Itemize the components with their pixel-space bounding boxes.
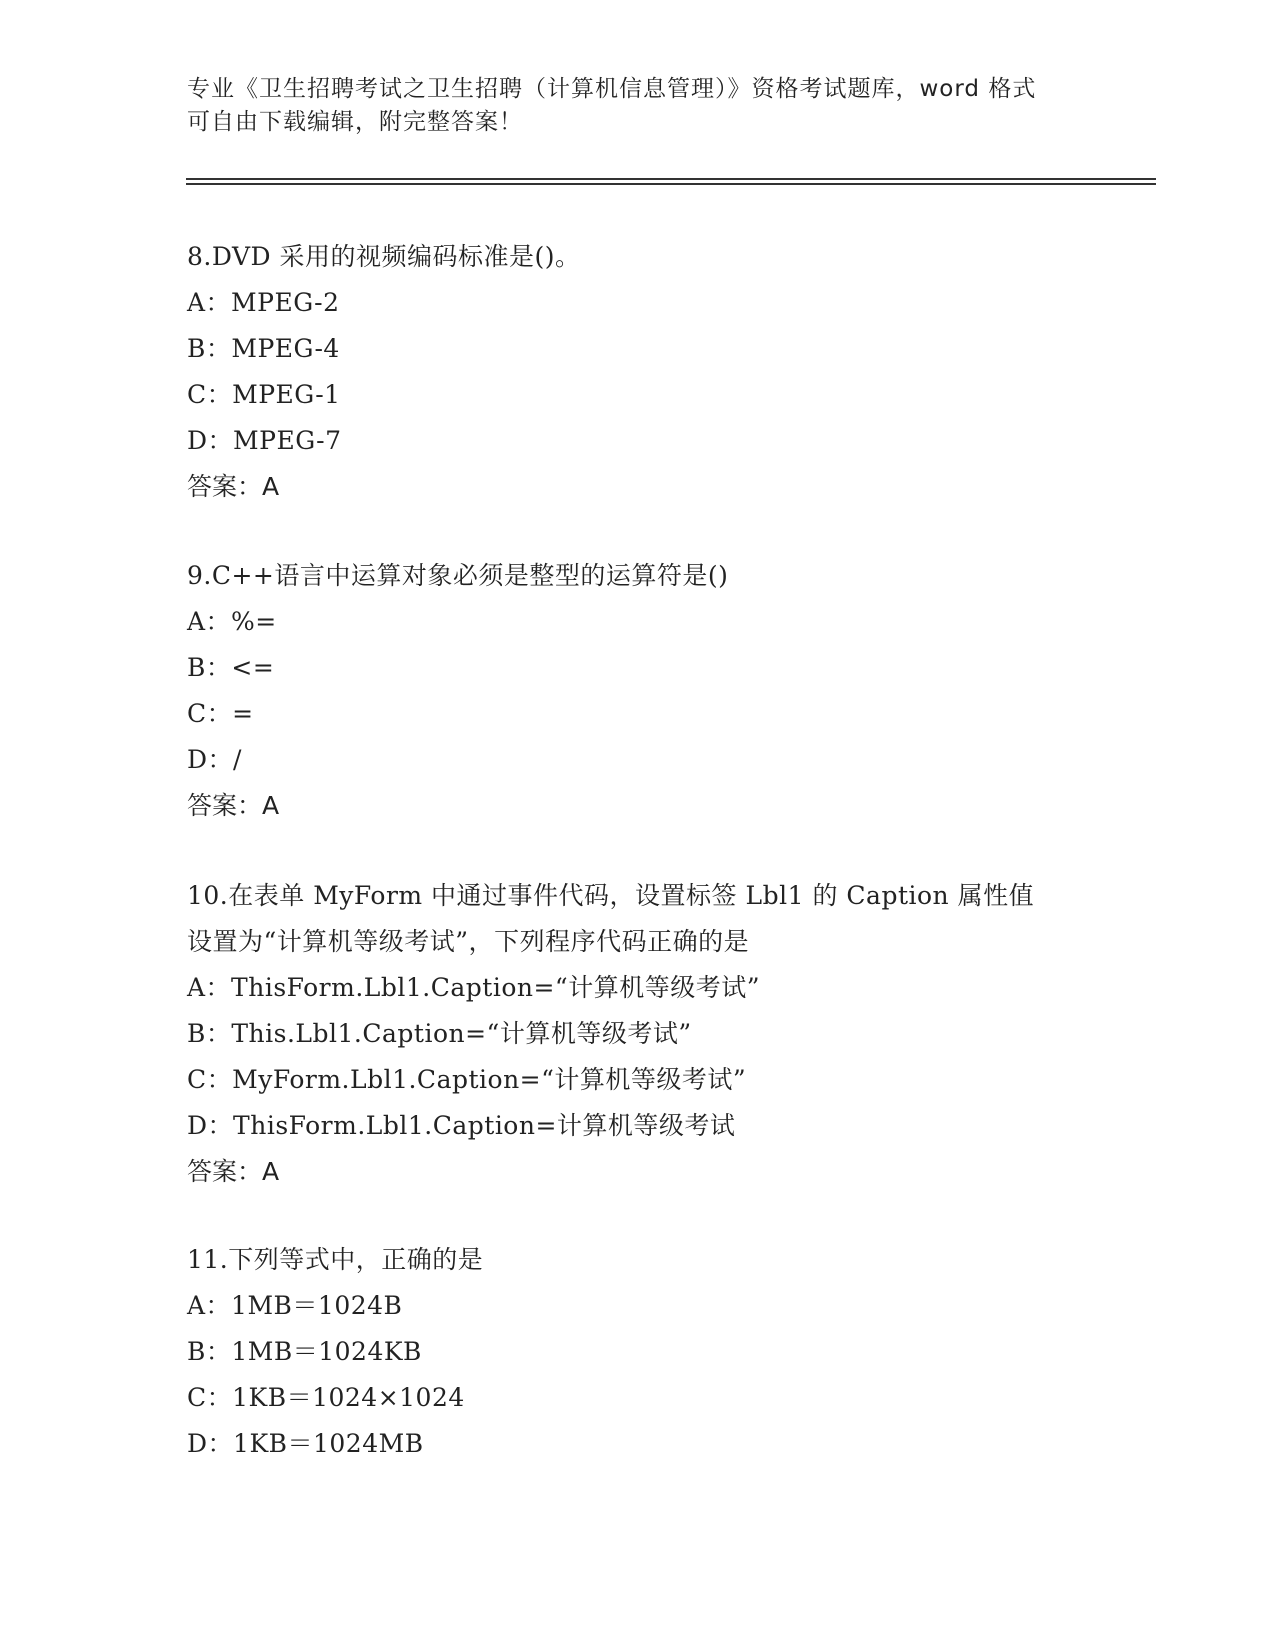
question-stem: 8.DVD 采用的视频编码标准是()。	[187, 242, 581, 271]
option-b: B：1MB＝1024KB	[187, 1337, 422, 1366]
option-b: B：This.Lbl1.Caption=“计算机等级考试”	[187, 1019, 692, 1048]
question-stem: 10.在表单 MyForm 中通过事件代码，设置标签 Lbl1 的 Caption 属性值	[187, 881, 1035, 910]
option-d: D：/	[187, 745, 242, 774]
question-stem: 9.C++语言中运算对象必须是整型的运算符是()	[187, 561, 729, 590]
question-9	[187, 553, 1147, 829]
header-divider-top	[186, 178, 1156, 180]
option-c: C：=	[187, 699, 254, 728]
answer-line: 答案：A	[187, 1157, 280, 1186]
option-b: B：<=	[187, 653, 275, 682]
question-stem: 11.下列等式中，正确的是	[187, 1245, 484, 1274]
question-stem-continued: 设置为“计算机等级考试”，下列程序代码正确的是	[187, 927, 750, 956]
option-b: B：MPEG-4	[187, 334, 340, 363]
answer-line: 答案：A	[187, 791, 280, 820]
header-line-2: 可自由下载编辑，附完整答案！	[187, 109, 523, 135]
option-c: C：MyForm.Lbl1.Caption=“计算机等级考试”	[187, 1065, 747, 1094]
option-a: A：%=	[187, 607, 277, 636]
header-line-1: 专业《卫生招聘考试之卫生招聘（计算机信息管理）》资格考试题库，word 格式	[187, 76, 1037, 102]
question-11	[187, 1237, 1147, 1467]
header-divider-bottom	[186, 183, 1156, 185]
answer-line: 答案：A	[187, 472, 280, 501]
option-d: D：MPEG-7	[187, 426, 342, 455]
option-a: A：ThisForm.Lbl1.Caption=“计算机等级考试”	[187, 973, 760, 1002]
question-8	[187, 234, 1147, 510]
question-10	[187, 873, 1147, 1195]
option-c: C：MPEG-1	[187, 380, 341, 409]
document-header	[187, 73, 1087, 139]
option-d: D：ThisForm.Lbl1.Caption=计算机等级考试	[187, 1111, 736, 1140]
option-a: A：1MB＝1024B	[187, 1291, 403, 1320]
option-c: C：1KB＝1024×1024	[187, 1383, 465, 1412]
option-a: A：MPEG-2	[187, 288, 340, 317]
option-d: D：1KB＝1024MB	[187, 1429, 424, 1458]
